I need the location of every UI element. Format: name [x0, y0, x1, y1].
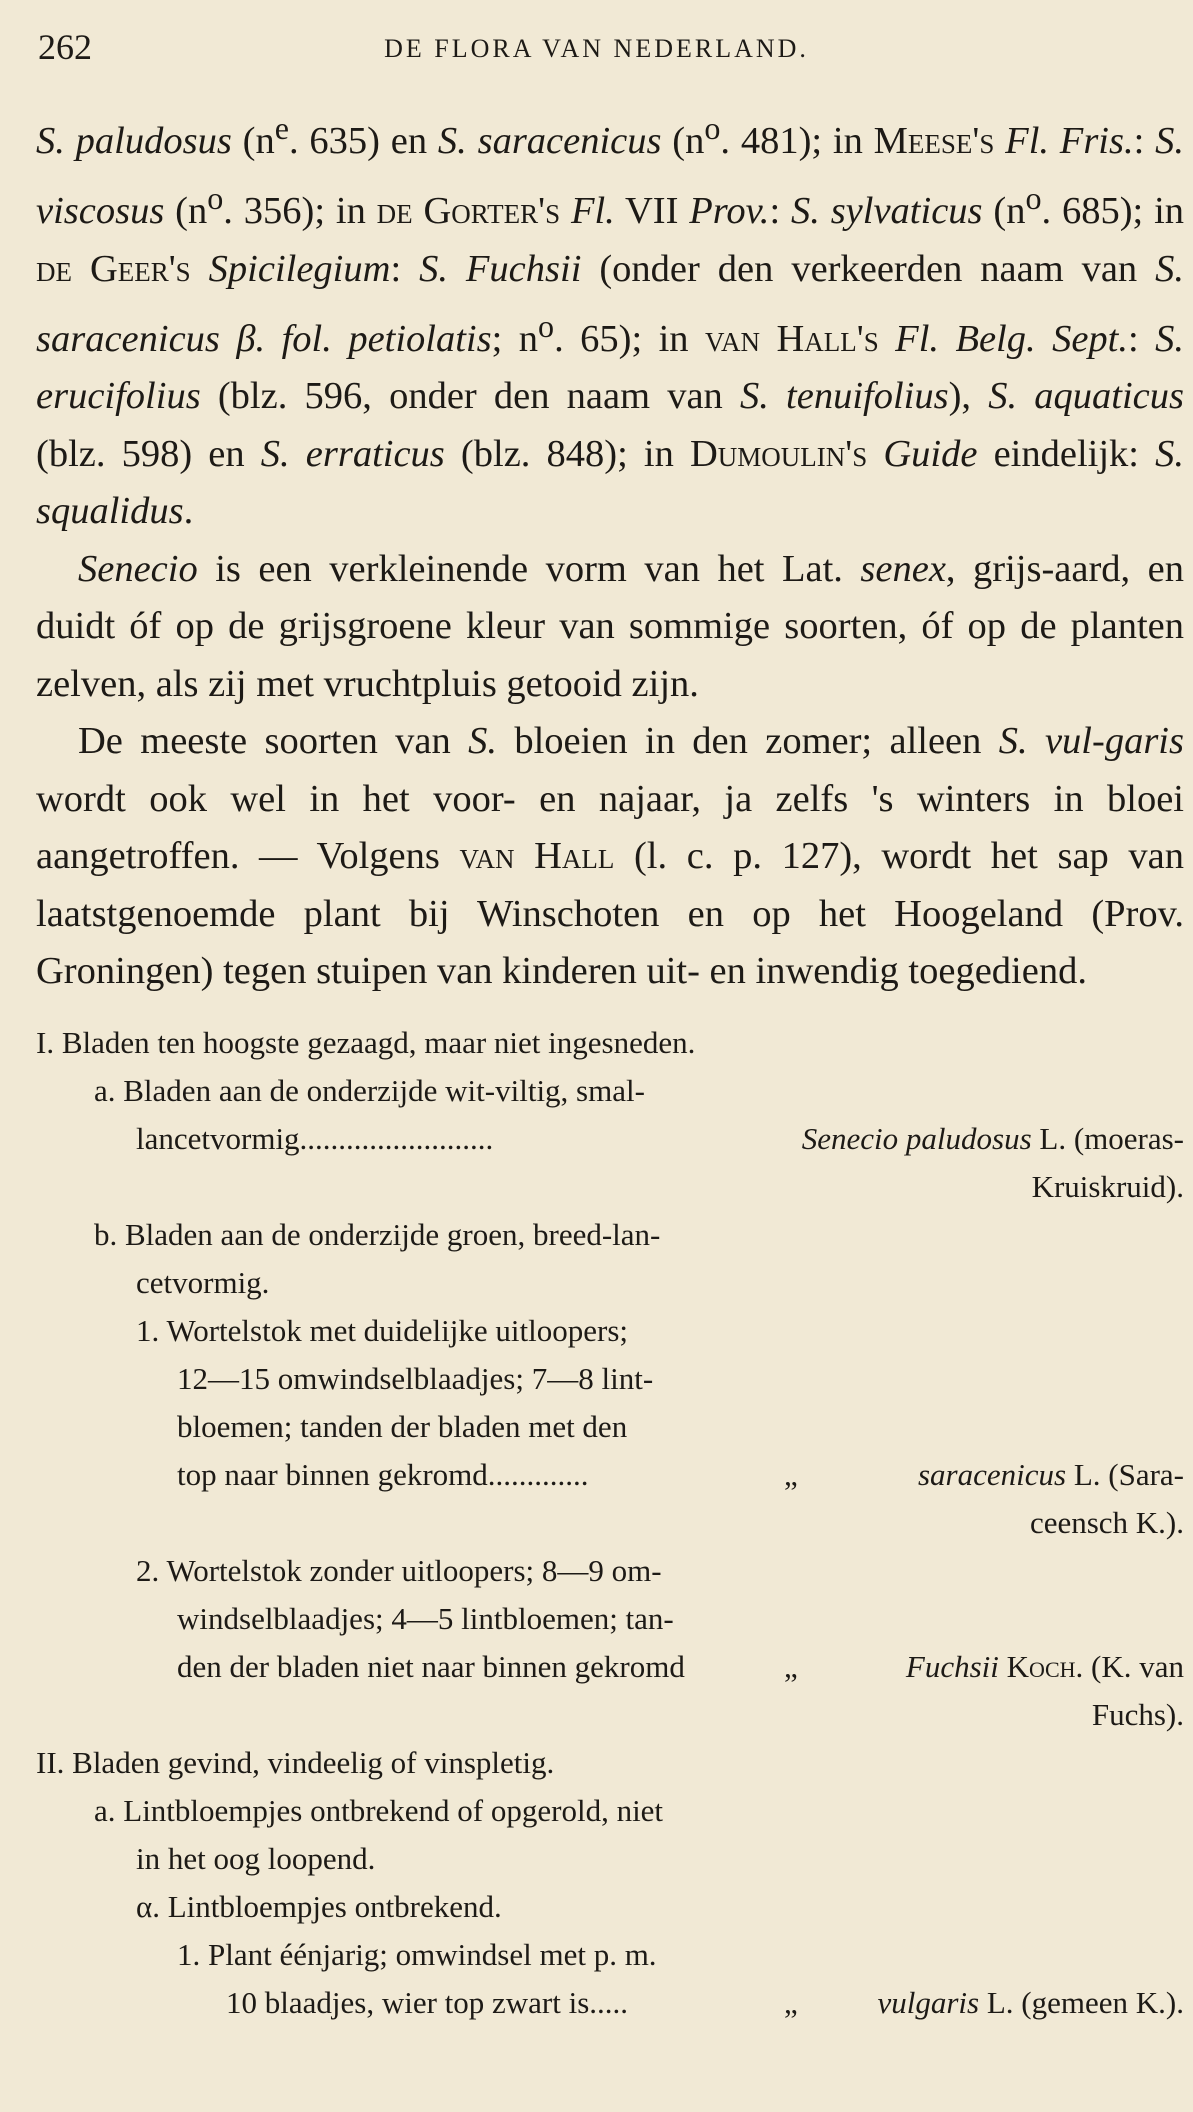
- key-line: α. Lintbloempjes ontbrekend.: [136, 1888, 502, 1924]
- key-line: II. Bladen gevind, vindeelig of vinspletig.: [36, 1744, 555, 1780]
- running-title: DE FLORA VAN NEDERLAND.: [384, 34, 809, 63]
- paragraph-etymology: Senecio is een verkleinende vorm van het Lat. senex, grijs-aard, en duidt óf op de grijsgroene kleur van sommige soorten, óf op de planten zelven, als zij met vruchtpluis getooid zijn.: [36, 547, 1184, 705]
- key-line: a. Lintbloempjes ontbrekend of opgerold, niet: [94, 1792, 664, 1828]
- key-line: cetvormig.: [136, 1264, 270, 1300]
- key-line: 1. Wortelstok met duidelijke uitloopers;: [136, 1312, 629, 1348]
- page-header: [30, 20, 1163, 80]
- key-line: in het oog loopend.: [136, 1840, 376, 1876]
- key-line: lancetvormig......................... Senecio paludosus L. (moeras-: [136, 1120, 1184, 1156]
- key-line: den der bladen niet naar binnen gekromd „ Fuchsii Koch. (K. van: [177, 1648, 1184, 1684]
- key-line: 1. Plant éénjarig; omwindsel met p. m.: [177, 1936, 657, 1972]
- key-line: a. Bladen aan de onderzijde wit-viltig, smal-: [94, 1072, 645, 1108]
- page-number: 262: [38, 27, 92, 67]
- prose-section: [36, 100, 1184, 1001]
- key-line: top naar binnen gekromd............. „ saracenicus L. (Sara-: [177, 1456, 1184, 1492]
- key-line: Fuchs).: [1091, 1696, 1184, 1732]
- key-line: b. Bladen aan de onderzijde groen, breed-lan-: [94, 1216, 661, 1252]
- key-line: ceensch K.).: [1029, 1504, 1184, 1540]
- key-line: bloemen; tanden der bladen met den: [177, 1408, 628, 1444]
- page-body: [36, 100, 1184, 2027]
- key-line: I. Bladen ten hoogste gezaagd, maar niet ingesneden.: [36, 1024, 696, 1060]
- key-line: Kruiskruid).: [1031, 1168, 1184, 1204]
- paragraph-references: S. paludosus ($n^e$. 635) en S. saracenicus ($n^o$. 481); in Meese's Fl. Fris.: S. viscosus ($n^o$. 356); in de Gorter's Fl. VII Prov.: S. sylvaticus ($n^o$. 685); in de Geer's Spicilegium: S. Fuchsii (onder den verkeerden naam van S. saracenicus β. fol. petiolatis; $n^o$. 65); in van Hall's Fl. Belg. Sept.: S. erucifolius (blz. 596, onder den naam van S. tenuifolius), S. aquaticus (blz. 598) en S. erraticus (blz. 848); in Dumoulin's Guide eindelijk: S. squalidus.: [36, 110, 1185, 533]
- key-line: 2. Wortelstok zonder uitloopers; 8—9 om-: [136, 1552, 662, 1588]
- key-line: 12—15 omwindselblaadjes; 7—8 lint-: [177, 1360, 654, 1396]
- paragraph-flowering: De meeste soorten van S. bloeien in den zomer; alleen S. vul-garis wordt ook wel in het voor- en najaar, ja zelfs 's winters in bloei aangetroffen. — Volgens van Hall (l. c. p. 127), wordt het sap van laatstgenoemde plant bij Winschoten en op het Hoogeland (Prov. Groningen) tegen stuipen van kinderen uit- en inwendig toegediend.: [36, 720, 1184, 993]
- key-line: windselblaadjes; 4—5 lintbloemen; tan-: [177, 1600, 674, 1636]
- identification-key: [36, 1019, 1184, 2027]
- key-line: 10 blaadjes, wier top zwart is..... „ vulgaris L. (gemeen K.).: [226, 1984, 1184, 2020]
